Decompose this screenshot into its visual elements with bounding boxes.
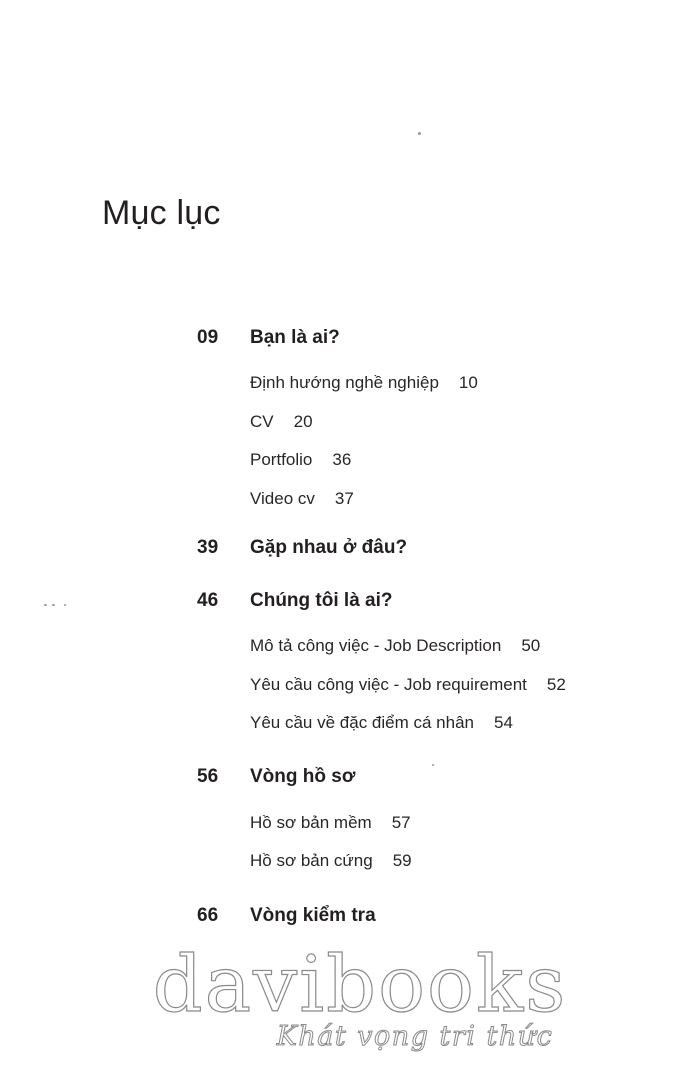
scan-speck [64, 604, 66, 606]
subsection-title: Định hướng nghề nghiệp [250, 373, 439, 392]
subsection-page-number: 59 [392, 851, 412, 870]
chapter-title: Chúng tôi là ai? [250, 590, 393, 611]
scan-speck [432, 764, 434, 766]
chapter-page-number: 46 [197, 590, 219, 611]
subsection-title: CV [250, 412, 274, 431]
toc-subsection[interactable] [250, 373, 478, 393]
watermark-slogan: Khát vọng tri thức [276, 1021, 554, 1052]
chapter-title: Gặp nhau ở đâu? [250, 537, 408, 558]
scan-speck [418, 132, 421, 135]
subsection-page-number: 36 [332, 450, 352, 469]
chapter-title: Bạn là ai? [250, 327, 340, 348]
toc-subsection[interactable] [250, 412, 313, 432]
subsection-title: Mô tả công việc - Job Description [250, 636, 502, 655]
toc-subsection[interactable] [250, 450, 351, 470]
chapter-title: Vòng hồ sơ [250, 766, 356, 787]
watermark-logo: davibooks [152, 940, 568, 1030]
scan-speck [52, 604, 55, 606]
subsection-title: Yêu cầu công việc - Job requirement [250, 675, 527, 694]
scan-speck [44, 604, 47, 606]
subsection-title: Hồ sơ bản mềm [250, 813, 372, 832]
chapter-page-number: 39 [197, 537, 219, 558]
toc-subsection[interactable] [250, 636, 540, 656]
toc-subsection[interactable] [250, 713, 513, 733]
chapter-page-number: 66 [197, 905, 219, 926]
page-title: Mục lục [102, 194, 221, 232]
subsection-title: Hồ sơ bản cứng [250, 851, 373, 870]
subsection-page-number: 54 [493, 713, 513, 732]
chapter-title: Vòng kiểm tra [250, 905, 376, 926]
subsection-title: Yêu cầu về đặc điểm cá nhân [250, 713, 474, 732]
subsection-page-number: 50 [521, 636, 541, 655]
subsection-page-number: 37 [334, 489, 354, 508]
watermark [150, 940, 570, 1052]
chapter-page-number: 56 [197, 766, 219, 787]
toc-subsection[interactable] [250, 675, 566, 695]
toc-subsection[interactable] [250, 813, 411, 833]
subsection-page-number: 20 [293, 412, 313, 431]
subsection-title: Video cv [250, 489, 315, 508]
chapter-page-number: 09 [197, 327, 219, 348]
toc-subsection[interactable] [250, 851, 412, 871]
subsection-title: Portfolio [250, 450, 313, 469]
subsection-page-number: 10 [458, 373, 478, 392]
subsection-page-number: 52 [546, 675, 566, 694]
toc-subsection[interactable] [250, 489, 354, 509]
subsection-page-number: 57 [391, 813, 411, 832]
